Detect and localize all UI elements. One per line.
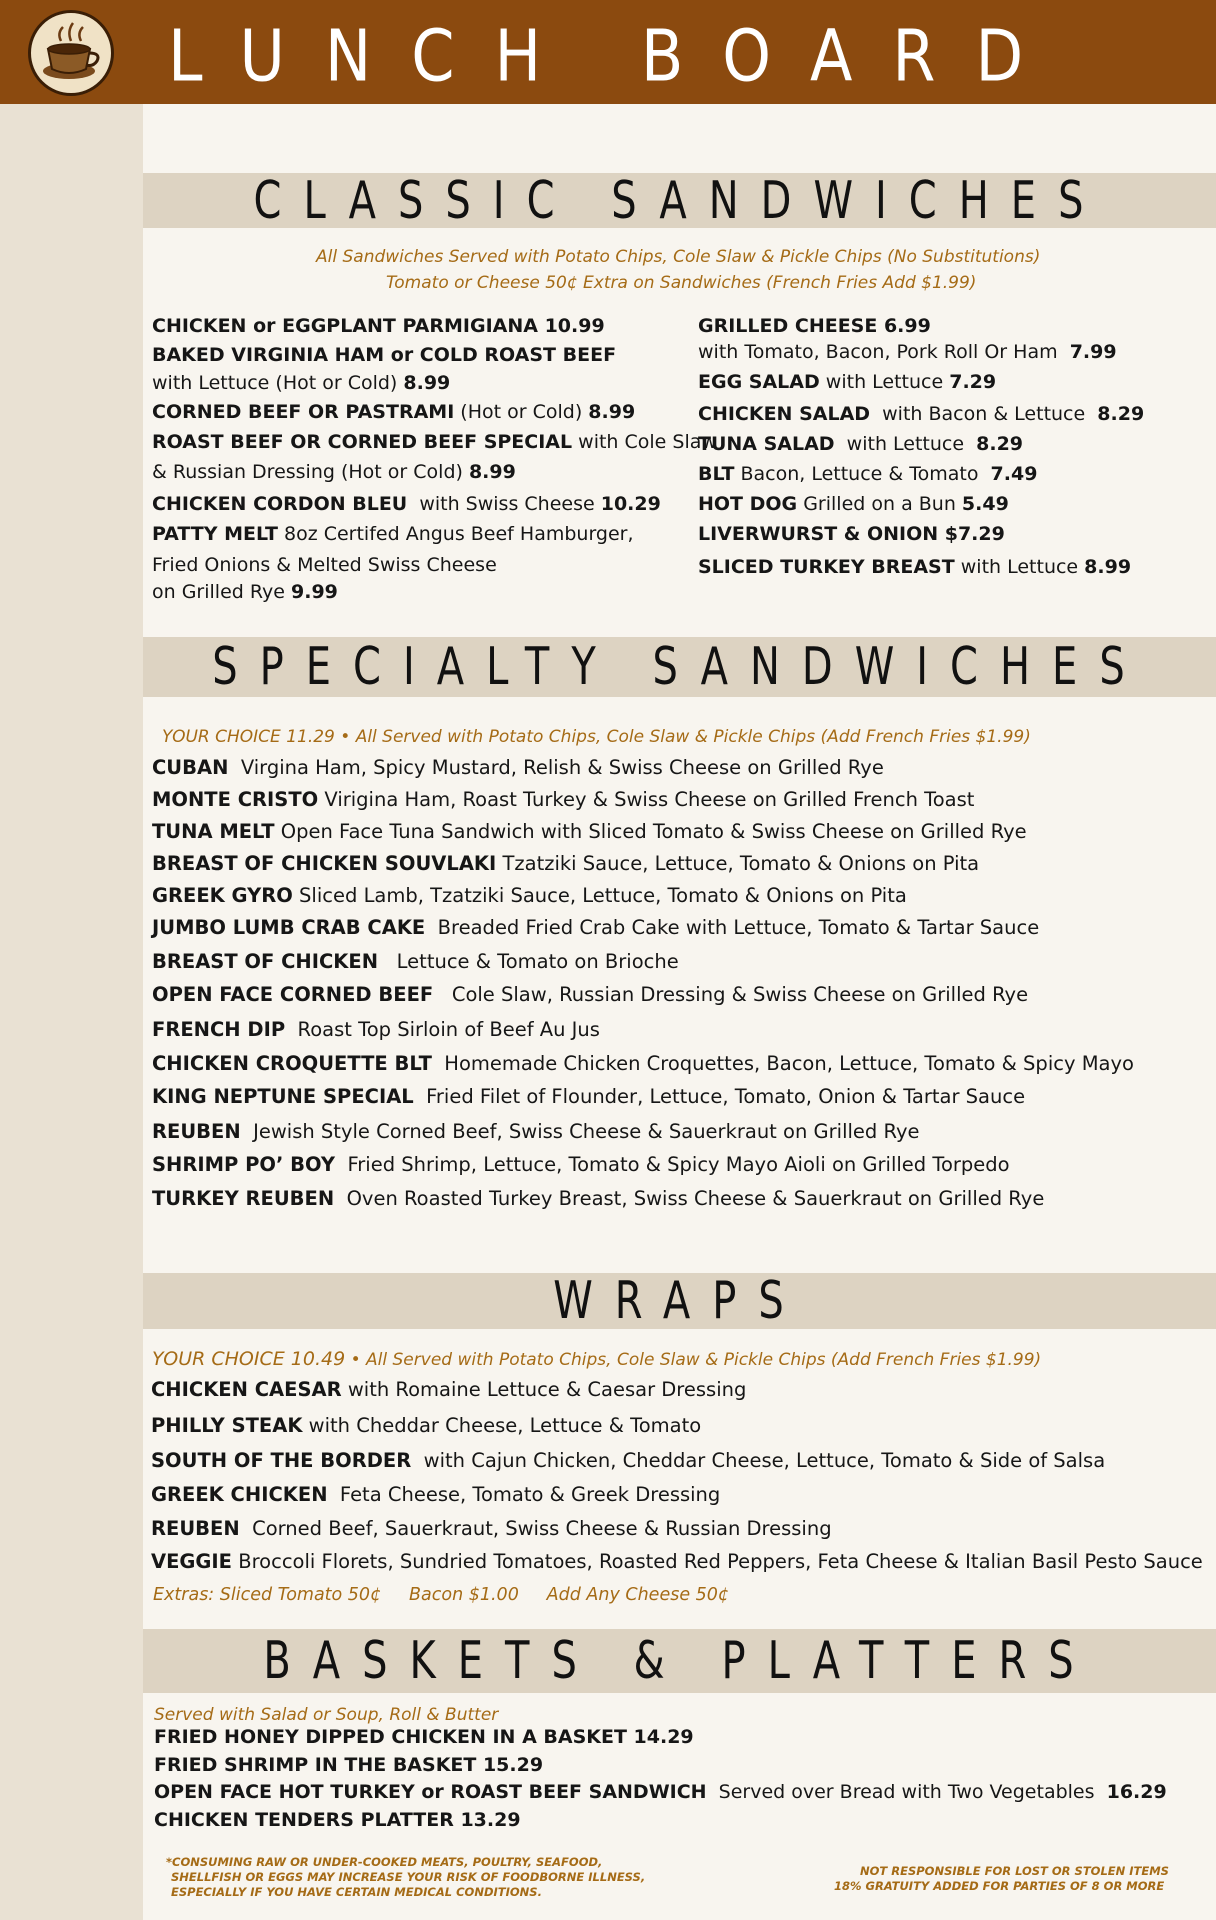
- menu-item-name: PATTY MELT: [152, 523, 278, 545]
- menu-item: [152, 983, 1028, 1006]
- menu-item-name: CHICKEN TENDERS PLATTER 13.29: [154, 1809, 521, 1831]
- menu-item: [698, 523, 1005, 545]
- menu-item-price: 16.29: [1106, 1781, 1167, 1803]
- menu-item: [152, 1153, 1010, 1176]
- menu-item-name: TUNA MELT: [152, 820, 275, 843]
- menu-item-price: 8.99: [588, 401, 636, 423]
- menu-item: [151, 1517, 832, 1540]
- menu-item: [152, 372, 450, 394]
- menu-item-name: REUBEN: [151, 1517, 240, 1540]
- menu-item-name: TURKEY REUBEN: [152, 1187, 335, 1210]
- menu-item: [698, 556, 1131, 578]
- menu-item-name: OPEN FACE CORNED BEEF: [152, 983, 434, 1006]
- menu-item-name: GREEK CHICKEN: [151, 1483, 328, 1506]
- menu-item: [698, 493, 1009, 515]
- menu-item-name: SHRIMP PO’ BOY: [152, 1153, 336, 1176]
- menu-item-description: Oven Roasted Turkey Breast, Swiss Cheese & Sauerkraut on Grilled Rye: [334, 1187, 1045, 1210]
- menu-item: [154, 1726, 694, 1748]
- menu-item-price: 7.99: [1069, 341, 1117, 363]
- menu-item-description: Grilled on a Bun: [797, 493, 962, 515]
- menu-item: [698, 341, 1117, 363]
- menu-item-price: 8.99: [468, 461, 516, 483]
- menu-item-description: Virigina Ham, Roast Turkey & Swiss Cheese on Grilled French Toast: [318, 788, 975, 811]
- menu-item-price: 8.29: [1097, 403, 1145, 425]
- menu-item-name: SLICED TURKEY BREAST: [698, 556, 955, 578]
- page-title: LUNCH BOARD: [168, 14, 1064, 98]
- menu-item-name: GREEK GYRO: [152, 884, 293, 907]
- menu-item-name: FRIED HONEY DIPPED CHICKEN IN A BASKET 14.29: [154, 1726, 694, 1748]
- menu-item: [698, 433, 1023, 455]
- menu-item-description: Open Face Tuna Sandwich with Sliced Tomato & Swiss Cheese on Grilled Rye: [274, 820, 1027, 843]
- menu-item-description: Homemade Chicken Croquettes, Bacon, Lettuce, Tomato & Spicy Mayo: [431, 1052, 1134, 1075]
- menu-item-name: CHICKEN CROQUETTE BLT: [152, 1052, 432, 1075]
- menu-item: [152, 950, 679, 973]
- menu-item-price: 8.29: [976, 433, 1024, 455]
- menu-item: [152, 493, 661, 515]
- menu-item-description: with Lettuce: [819, 371, 950, 393]
- menu-item-description: 8oz Certifed Angus Beef Hamburger,: [277, 523, 634, 545]
- menu-item-price: 10.29: [600, 493, 661, 515]
- section-title: SPECIALTY SANDWICHES: [212, 637, 1147, 697]
- wraps-price: YOUR CHOICE 10.49: [152, 1348, 346, 1370]
- menu-item-name: JUMBO LUMB CRAB CAKE: [152, 916, 426, 939]
- menu-item: [152, 554, 497, 576]
- wraps-note-text: • All Served with Potato Chips, Cole Slaw & Pickle Chips (Add French Fries $1.99): [345, 1350, 1042, 1370]
- menu-item: [152, 581, 338, 603]
- menu-item-name: CUBAN: [152, 756, 229, 779]
- menu-item: [152, 315, 605, 337]
- menu-item-description: Fried Onions & Melted Swiss Cheese: [152, 554, 497, 576]
- wraps-header: [143, 1273, 1216, 1329]
- menu-item-description: with Swiss Cheese: [407, 493, 601, 515]
- menu-item-price: 8.99: [403, 372, 451, 394]
- wraps-extras: Extras: Sliced Tomato 50¢ Bacon $1.00 Add Any Cheese 50¢: [153, 1585, 730, 1605]
- menu-item: [152, 916, 1039, 939]
- left-margin-strip: [0, 104, 143, 1920]
- menu-item: [152, 788, 974, 811]
- menu-item-description: with Lettuce: [834, 433, 977, 455]
- menu-item-description: Fried Shrimp, Lettuce, Tomato & Spicy Mayo Aioli on Grilled Torpedo: [335, 1153, 1010, 1176]
- menu-item-name: BLT: [698, 463, 735, 485]
- menu-item: [151, 1378, 746, 1401]
- menu-item-description: Corned Beef, Sauerkraut, Swiss Cheese & Russian Dressing: [239, 1517, 832, 1540]
- specialty-sandwiches-header: [143, 637, 1216, 697]
- wraps-note: [152, 1348, 1041, 1370]
- menu-item-price: 5.49: [961, 493, 1009, 515]
- menu-item-name: FRIED SHRIMP IN THE BASKET 15.29: [154, 1754, 544, 1776]
- menu-item-description: Jewish Style Corned Beef, Swiss Cheese & Sauerkraut on Grilled Rye: [240, 1120, 920, 1143]
- menu-item-description: Breaded Fried Crab Cake with Lettuce, Tomato & Tartar Sauce: [425, 916, 1040, 939]
- menu-item-price: 9.99: [291, 581, 338, 603]
- menu-item: [152, 1120, 920, 1143]
- menu-item-name: CHICKEN CORDON BLEU: [152, 493, 408, 515]
- menu-item-name: ROAST BEEF OR CORNED BEEF SPECIAL: [152, 431, 573, 453]
- health-warning-1: *CONSUMING RAW OR UNDER-COOKED MEATS, POULTRY, SEAFOOD,: [166, 1855, 603, 1869]
- menu-item-name: KING NEPTUNE SPECIAL: [152, 1085, 414, 1108]
- menu-item-name: CORNED BEEF OR PASTRAMI: [152, 401, 455, 423]
- classic-note-1: All Sandwiches Served with Potato Chips, Cole Slaw & Pickle Chips (No Substitutions): [316, 247, 1041, 267]
- menu-item: [698, 315, 931, 337]
- menu-item: [151, 1483, 720, 1506]
- menu-item-description: Roast Top Sirloin of Beef Au Jus: [285, 1018, 600, 1041]
- health-warning-2: SHELLFISH OR EGGS MAY INCREASE YOUR RISK OF FOODBORNE ILLNESS,: [171, 1870, 646, 1884]
- menu-item-name: FRENCH DIP: [152, 1018, 286, 1041]
- menu-item-description: Cole Slaw, Russian Dressing & Swiss Cheese on Grilled Rye: [433, 983, 1029, 1006]
- menu-item: [152, 820, 1027, 843]
- menu-item: [154, 1754, 543, 1776]
- menu-item-name: SOUTH OF THE BORDER: [151, 1449, 412, 1472]
- menu-item-description: Tzatziki Sauce, Lettuce, Tomato & Onions on Pita: [496, 852, 980, 875]
- menu-item-description: with Lettuce: [954, 556, 1085, 578]
- menu-item: [152, 1052, 1134, 1075]
- menu-item-description: Fried Filet of Flounder, Lettuce, Tomato, Onion & Tartar Sauce: [413, 1085, 1026, 1108]
- menu-item: [698, 403, 1144, 425]
- menu-item-description: with Cheddar Cheese, Lettuce & Tomato: [302, 1414, 702, 1437]
- menu-item-name: VEGGIE: [151, 1550, 232, 1573]
- menu-item: [152, 852, 979, 875]
- menu-item-name: REUBEN: [152, 1120, 241, 1143]
- menu-item: [152, 523, 634, 545]
- menu-item-description: Sliced Lamb, Tzatziki Sauce, Lettuce, Tomato & Onions on Pita: [292, 884, 907, 907]
- menu-item: [152, 401, 635, 423]
- menu-item-description: Virgina Ham, Spicy Mustard, Relish & Swiss Cheese on Grilled Rye: [228, 756, 884, 779]
- menu-item-name: CHICKEN SALAD: [698, 403, 871, 425]
- menu-item: [154, 1809, 521, 1831]
- menu-item-description: with Bacon & Lettuce: [870, 403, 1098, 425]
- menu-item-description: & Russian Dressing (Hot or Cold): [152, 461, 469, 483]
- menu-item-description: (Hot or Cold): [454, 401, 589, 423]
- menu-item: [154, 1781, 1167, 1803]
- header-bar: [0, 0, 1216, 104]
- section-title: CLASSIC SANDWICHES: [253, 170, 1106, 231]
- menu-item: [152, 1187, 1044, 1210]
- specialty-note: YOUR CHOICE 11.29 • All Served with Potato Chips, Cole Slaw & Pickle Chips (Add French Fries $1.99): [162, 727, 1031, 747]
- menu-item-description: Bacon, Lettuce & Tomato: [734, 463, 991, 485]
- menu-item: [151, 1550, 1203, 1573]
- menu-item: [152, 344, 616, 366]
- menu-item-name: EGG SALAD: [698, 371, 820, 393]
- section-title: BASKETS & PLATTERS: [263, 1631, 1096, 1691]
- menu-item-name: BREAST OF CHICKEN: [152, 950, 379, 973]
- menu-item-name: LIVERWURST & ONION $7.29: [698, 523, 1005, 545]
- menu-item-name: TUNA SALAD: [698, 433, 835, 455]
- classic-sandwiches-header: [143, 170, 1216, 231]
- menu-item: [698, 371, 996, 393]
- menu-item: [152, 756, 884, 779]
- menu-item: [152, 461, 516, 483]
- menu-item-description: with Cole Slaw: [572, 431, 717, 453]
- coffee-cup-icon: [28, 10, 114, 96]
- classic-note-2: Tomato or Cheese 50¢ Extra on Sandwiches (French Fries Add $1.99): [386, 273, 977, 293]
- policy-note-2: 18% GRATUITY ADDED FOR PARTIES OF 8 OR MORE: [834, 1879, 1165, 1893]
- menu-item: [152, 431, 717, 453]
- menu-item: [152, 884, 907, 907]
- menu-item-price: 8.99: [1084, 556, 1132, 578]
- menu-item-name: HOT DOG: [698, 493, 798, 515]
- menu-item-name: BAKED VIRGINIA HAM or COLD ROAST BEEF: [152, 344, 617, 366]
- menu-item-description: Lettuce & Tomato on Brioche: [378, 950, 679, 973]
- menu-item-name: PHILLY STEAK: [151, 1414, 303, 1437]
- menu-item-description: with Cajun Chicken, Cheddar Cheese, Lettuce, Tomato & Side of Salsa: [411, 1449, 1106, 1472]
- menu-item-price: 7.29: [949, 371, 997, 393]
- menu-item: [151, 1414, 701, 1437]
- menu-item-description: with Tomato, Bacon, Pork Roll Or Ham: [698, 341, 1070, 363]
- menu-item-description: Broccoli Florets, Sundried Tomatoes, Roasted Red Peppers, Feta Cheese & Italian Basil Pesto Sauce: [232, 1550, 1203, 1573]
- menu-item: [152, 1018, 600, 1041]
- menu-item-price: 7.49: [990, 463, 1038, 485]
- policy-note-1: NOT RESPONSIBLE FOR LOST OR STOLEN ITEMS: [860, 1864, 1169, 1878]
- menu-item-name: BREAST OF CHICKEN SOUVLAKI: [152, 852, 497, 875]
- menu-item-description: with Lettuce (Hot or Cold): [152, 372, 404, 394]
- menu-item-name: MONTE CRISTO: [152, 788, 319, 811]
- baskets-note: Served with Salad or Soup, Roll & Butter: [154, 1705, 499, 1725]
- menu-item: [698, 463, 1037, 485]
- menu-item: [151, 1449, 1105, 1472]
- section-title: WRAPS: [553, 1271, 806, 1331]
- baskets-platters-header: [143, 1629, 1216, 1693]
- menu-item-name: GRILLED CHEESE 6.99: [698, 315, 931, 337]
- menu-item-description: on Grilled Rye: [152, 581, 292, 603]
- menu-item-description: Feta Cheese, Tomato & Greek Dressing: [327, 1483, 721, 1506]
- health-warning-3: ESPECIALLY IF YOU HAVE CERTAIN MEDICAL CONDITIONS.: [171, 1885, 542, 1899]
- menu-item-description: Served over Bread with Two Vegetables: [706, 1781, 1107, 1803]
- menu-item: [152, 1085, 1025, 1108]
- menu-item-description: with Romaine Lettuce & Caesar Dressing: [341, 1378, 747, 1401]
- menu-item-name: CHICKEN or EGGPLANT PARMIGIANA 10.99: [152, 315, 605, 337]
- menu-item-name: CHICKEN CAESAR: [151, 1378, 342, 1401]
- menu-item-name: OPEN FACE HOT TURKEY or ROAST BEEF SANDWICH: [154, 1781, 707, 1803]
